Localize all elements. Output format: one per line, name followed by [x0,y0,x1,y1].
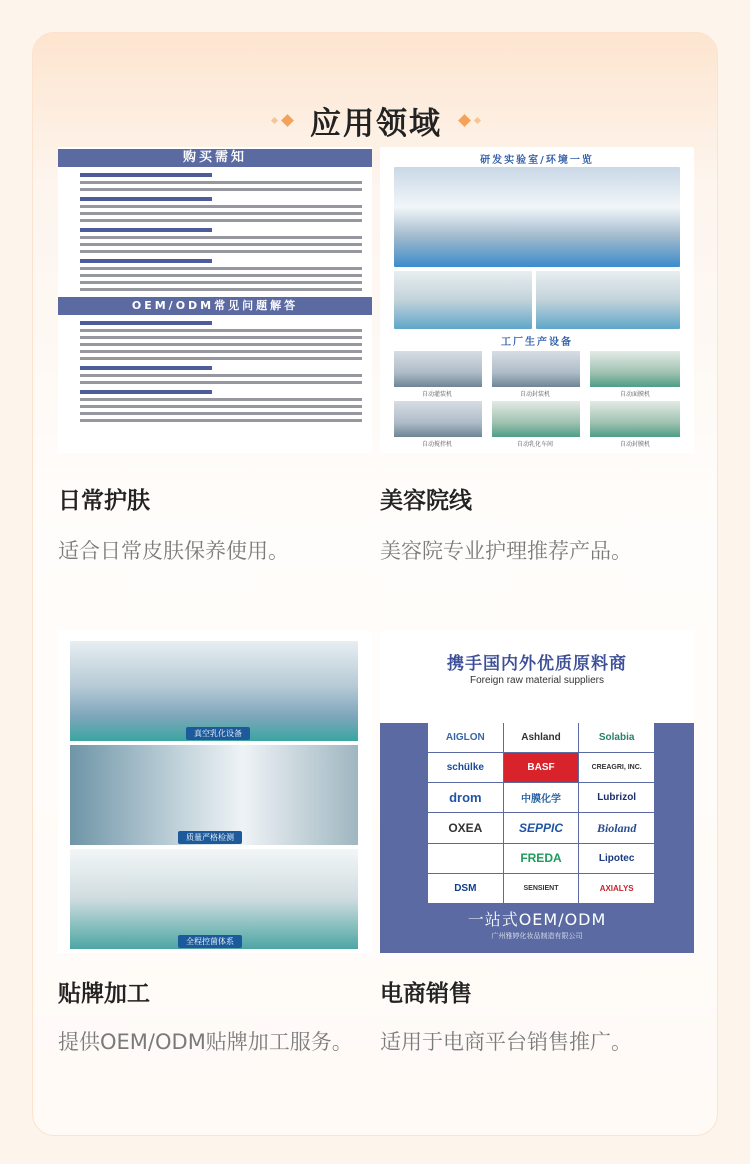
supplier-logo: drom [428,783,503,812]
item-desc-ecommerce: 适用于电商平台销售推广。 [380,1030,632,1054]
left-ornament [272,116,292,125]
one-stop-oem-text: 一站式OEM/ODM [467,910,607,929]
suppliers-image [380,631,694,953]
item-desc-daily-care: 适合日常皮肤保养使用。 [58,539,289,563]
supplier-logo: 中膜化学 [504,783,579,812]
lab-heading: 研发实验室/环境一览 [480,155,594,166]
supplier-logo: Solabia [579,723,654,752]
supplier-logo-grid [428,723,654,903]
section-title: 应用领域 [310,105,442,142]
doc-heading-1: 购买需知 [58,149,372,167]
item-title-salon: 美容院线 [380,488,472,514]
supplier-logo: schülke [428,753,503,782]
supplier-logo: Lipotec [579,844,654,873]
application-card [32,32,718,1136]
lab-environment-image: 研发实验室/环境一览 工厂生产设备 自动灌装机 自动封装机 自动面膜机 自动搅拌机 自动乳化车间 自动封膜机 [380,147,694,453]
item-title-ecommerce: 电商销售 [380,981,472,1007]
factory-label-2: 质量严格检测 [178,831,242,844]
company-name: 广州雅婷化妆品制造有限公司 [491,932,583,940]
supplier-logo: SEPPIC [504,813,579,842]
item-title-daily-care: 日常护肤 [58,488,150,514]
supplier-logo: Ashland [504,723,579,752]
section-header [33,85,719,155]
doc-heading-2: OEM/ODM常见问题解答 [58,297,372,315]
supplier-logo: FREDA [504,844,579,873]
item-desc-salon: 美容院专业护理推荐产品。 [380,539,632,563]
suppliers-subheading: Foreign raw material suppliers [470,675,604,686]
factory-label-1: 真空乳化设备 [186,727,250,740]
factory-label-3: 全程控菌体系 [178,935,242,948]
supplier-logo: BASF [504,753,579,782]
supplier-logo: AXIALYS [579,874,654,903]
item-desc-oem: 提供OEM/ODM贴牌加工服务。 [58,1030,353,1054]
factory-image [58,631,372,953]
item-title-oem: 贴牌加工 [58,981,150,1007]
supplier-logo: Bioland [579,813,654,842]
supplier-logo: OXEA [428,813,503,842]
supplier-logo: SENSIENT [504,874,579,903]
supplier-logo [428,844,503,873]
faq-document-image [58,147,372,453]
supplier-logo: DSM [428,874,503,903]
supplier-logo: Lubrizol [579,783,654,812]
right-ornament [460,116,480,125]
suppliers-heading: 携手国内外优质原料商 [447,654,627,674]
equipment-heading: 工厂生产设备 [501,337,573,348]
supplier-logo: CREAGRI, INC. [579,753,654,782]
supplier-logo: AIGLON [428,723,503,752]
